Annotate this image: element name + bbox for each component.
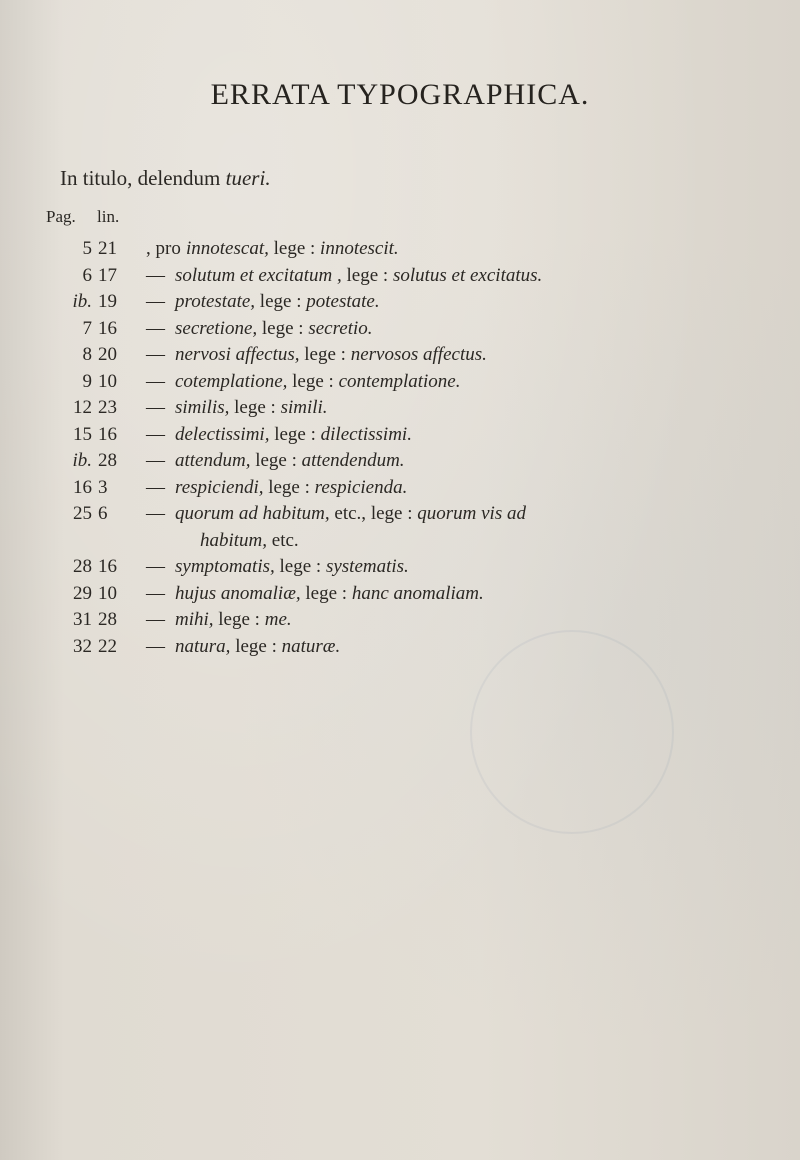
right-reading: quorum vis ad [417, 503, 526, 524]
page-number: ib. [72, 291, 92, 312]
separator: — [146, 344, 165, 365]
wrong-reading: similis, [175, 397, 230, 418]
wrong-reading: hujus anomaliæ, [175, 582, 301, 604]
page-number: ib. [72, 450, 92, 471]
line-number: 16 [98, 423, 117, 445]
errata-row [0, 634, 800, 661]
separator: — [146, 397, 165, 418]
page-number: 6 [82, 264, 92, 286]
errata-row [0, 448, 800, 475]
errata-row [0, 475, 800, 502]
line-number: 22 [98, 635, 117, 657]
right-reading: potestate. [306, 291, 380, 312]
separator: — [146, 476, 165, 498]
correction [175, 634, 340, 661]
correction [175, 475, 407, 502]
right-reading: attendendum. [301, 450, 405, 471]
line-number: 3 [98, 476, 108, 498]
page-number: 9 [82, 370, 92, 392]
line-number: 20 [98, 344, 117, 365]
intro-line [60, 166, 271, 191]
wrong-reading: innotescat, [186, 238, 269, 259]
correction [175, 289, 380, 316]
correction-continuation [200, 528, 299, 555]
wrong-reading: attendum, [175, 450, 251, 471]
correction [175, 263, 542, 290]
right-reading: respicienda. [314, 476, 408, 498]
right-reading: innotescit. [320, 238, 399, 259]
separator: — [146, 503, 165, 524]
line-number: 28 [98, 450, 117, 471]
line-number: 10 [98, 370, 117, 392]
wrong-reading: solutum et excitatum , [175, 264, 342, 286]
wrong-reading: natura, [175, 635, 231, 657]
column-header-page: Pag. [46, 207, 76, 226]
page-number: 29 [73, 582, 92, 604]
lege-label: lege : [292, 370, 334, 392]
wrong-reading: protestate, [175, 291, 256, 312]
errata-row [0, 236, 800, 263]
errata-row [0, 342, 800, 369]
right-reading: hanc anomaliam. [351, 582, 484, 604]
lege-label: lege : [274, 423, 316, 445]
intro-word: tueri. [225, 166, 271, 190]
page-number: 31 [73, 609, 92, 630]
errata-row [0, 263, 800, 290]
page-number: 32 [73, 635, 92, 657]
correction [186, 236, 399, 263]
lege-label: lege : [235, 635, 277, 657]
lege-label: lege : [259, 291, 302, 312]
wrong-reading: delectissimi, [175, 423, 270, 445]
separator: — [146, 450, 165, 471]
intro-prefix: In titulo, delendum [60, 166, 221, 190]
errata-row [0, 607, 800, 634]
line-number: 10 [98, 582, 117, 604]
correction [175, 607, 292, 634]
right-reading: dilectissimi. [320, 423, 412, 445]
line-number: 16 [98, 317, 117, 339]
faded-library-stamp [470, 630, 674, 834]
right-reading-continued: habitum, [200, 529, 268, 551]
correction [175, 395, 328, 422]
etc-note: etc., [334, 503, 367, 524]
separator: — [146, 370, 165, 392]
lege-label: lege : [273, 238, 316, 259]
page-number: 25 [73, 503, 92, 524]
right-reading: naturæ. [281, 635, 341, 657]
right-reading: simili. [280, 397, 328, 418]
errata-row [0, 581, 800, 608]
right-reading: nervosos affectus. [350, 344, 487, 365]
separator: — [146, 264, 165, 286]
column-header-line: lin. [97, 207, 120, 226]
wrong-reading: cotemplatione, [175, 370, 288, 392]
page-number: 28 [73, 556, 92, 577]
separator: — [146, 317, 165, 339]
lege-label: lege : [279, 556, 322, 577]
correction [175, 422, 412, 449]
page-number: 8 [82, 344, 92, 365]
separator: — [146, 582, 165, 604]
page-number: 16 [73, 476, 92, 498]
lege-label: lege : [370, 503, 413, 524]
errata-row [0, 316, 800, 343]
page-title: ERRATA TYPOGRAPHICA. [210, 78, 590, 111]
right-reading: systematis. [325, 556, 409, 577]
wrong-reading: mihi, [175, 609, 214, 630]
wrong-reading: symptomatis, [175, 556, 275, 577]
line-number: 19 [98, 291, 117, 312]
right-reading: contemplatione. [338, 370, 461, 392]
correction [175, 581, 484, 608]
right-reading: secretio. [308, 317, 373, 339]
right-reading: solutus et excitatus. [392, 264, 543, 286]
lege-label: lege : [261, 317, 304, 339]
separator: — [146, 609, 165, 630]
correction [175, 342, 487, 369]
lege-label: lege : [234, 397, 276, 418]
errata-row [0, 289, 800, 316]
correction [175, 554, 409, 581]
page-number: 12 [73, 397, 92, 418]
errata-list [0, 236, 800, 660]
correction [175, 501, 526, 528]
lege-label: lege : [268, 476, 310, 498]
errata-row [0, 395, 800, 422]
errata-row [0, 422, 800, 449]
lege-label: lege : [346, 264, 389, 286]
wrong-reading: nervosi affectus, [175, 344, 300, 365]
errata-row [0, 554, 800, 581]
page-number: 5 [82, 238, 92, 259]
separator: — [146, 291, 165, 312]
line-number: 21 [98, 238, 117, 259]
line-number: 28 [98, 609, 117, 630]
lege-label: lege : [305, 582, 348, 604]
right-reading: me. [264, 609, 292, 630]
line-number: 17 [98, 264, 117, 286]
line-number: 6 [98, 503, 108, 524]
etc-note: etc. [271, 529, 299, 551]
separator: , pro [146, 238, 181, 259]
separator: — [146, 635, 165, 657]
correction [175, 369, 460, 396]
lege-label: lege : [255, 450, 297, 471]
lege-label: lege : [304, 344, 346, 365]
lege-label: lege : [218, 609, 260, 630]
wrong-reading: respiciendi, [175, 476, 264, 498]
wrong-reading: quorum ad habitum, [175, 503, 330, 524]
page-number: 15 [73, 423, 92, 445]
page-number: 7 [82, 317, 92, 339]
line-number: 16 [98, 556, 117, 577]
errata-row [0, 369, 800, 396]
separator: — [146, 423, 165, 445]
errata-row [0, 501, 800, 554]
correction [175, 316, 373, 343]
wrong-reading: secretione, [175, 317, 258, 339]
separator: — [146, 556, 165, 577]
line-number: 23 [98, 397, 117, 418]
correction [175, 448, 405, 475]
